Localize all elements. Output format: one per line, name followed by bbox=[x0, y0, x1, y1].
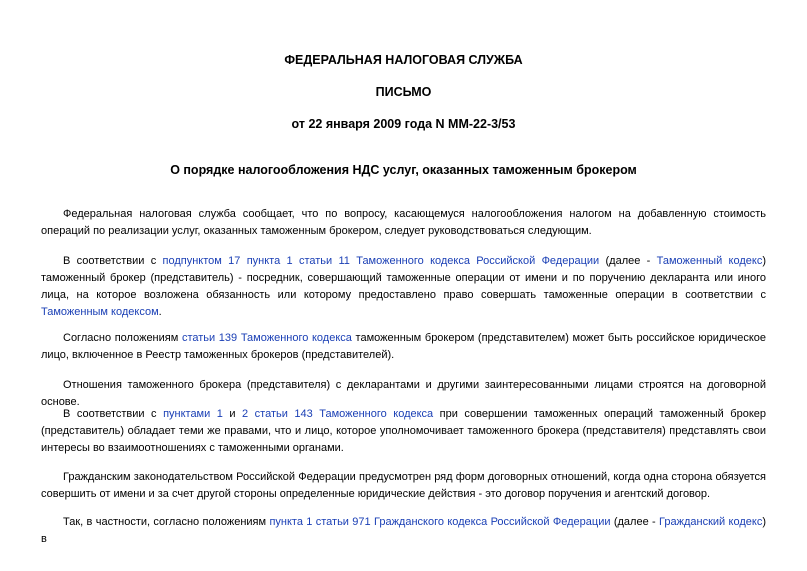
document-date-number: от 22 января 2009 года N ММ-22-3/53 bbox=[291, 117, 516, 131]
paragraph-7 bbox=[41, 514, 766, 548]
paragraph-3 bbox=[41, 330, 766, 364]
paragraph-2-text-b: (далее - bbox=[599, 255, 657, 267]
link-customs-code-article-143[interactable]: 2 статьи 143 Таможенного кодекса bbox=[242, 408, 434, 420]
link-customs-code-article-11[interactable]: подпунктом 17 пункта 1 статьи 11 Таможенного кодекса Российской Федерации bbox=[162, 255, 600, 267]
paragraph-6-text: Гражданским законодательством Российской Федерации предусмотрен ряд форм договорных отношений, когда одна сторона обязуется совершить от имени и за счет другой стороны определенные юридические действия - это договор поручения и агентский договор. bbox=[41, 471, 766, 500]
paragraph-5-text-b: и bbox=[222, 408, 243, 420]
link-customs-code[interactable]: Таможенный кодекс bbox=[656, 255, 763, 267]
paragraph-1 bbox=[41, 206, 766, 240]
paragraph-4-text: Отношения таможенного брокера (представителя) с декларантами и другими заинтересованными лицами строятся на договорной основе. bbox=[41, 379, 766, 408]
link-customs-code-2[interactable]: Таможенным кодексом bbox=[41, 306, 159, 318]
paragraph-5-text-a: В соответствии с bbox=[63, 408, 164, 420]
paragraph-7-text-c: ) в bbox=[41, 516, 766, 545]
document-type: ПИСЬМО bbox=[375, 85, 432, 99]
paragraph-5 bbox=[41, 406, 766, 457]
link-civil-code-article-971[interactable]: пункта 1 статьи 971 Гражданского кодекса Российской Федерации bbox=[269, 516, 611, 528]
paragraph-7-text-a: Так, в частности, согласно положениям bbox=[63, 516, 270, 528]
agency-title: ФЕДЕРАЛЬНАЯ НАЛОГОВАЯ СЛУЖБА bbox=[284, 53, 523, 67]
paragraph-3-text-a: Согласно положениям bbox=[63, 332, 182, 344]
paragraph-6 bbox=[41, 469, 766, 503]
paragraph-2-text-d: . bbox=[158, 306, 162, 318]
paragraph-2 bbox=[41, 253, 766, 321]
paragraph-1-text: Федеральная налоговая служба сообщает, что по вопросу, касающемуся налогообложения налогом на добавленную стоимость операций по реализации услуг, оказанных таможенным брокером, следует руководствоваться следующим. bbox=[41, 208, 766, 237]
paragraph-2-text-a: В соответствии с bbox=[63, 255, 163, 267]
paragraph-3-text-b: таможенным брокером (представителем) может быть российское юридическое лицо, включенное в Реестр таможенных брокеров (представителей). bbox=[41, 332, 766, 361]
link-customs-code-article-139[interactable]: статьи 139 Таможенного кодекса bbox=[181, 332, 352, 344]
paragraph-2-text-c: ) таможенный брокер (представитель) - посредник, совершающий таможенные операции от имени и по поручению декларанта или иного лица, на которое возложена обязанность или которому предоставлено право совершать таможенные операции в соответствии с bbox=[41, 255, 767, 301]
paragraph-5-text-c: при совершении таможенных операций таможенный брокер (представитель) обладает теми же правами, что и лицо, которое уполномочивает таможенного брокера (представителя) представлять свои интересы во взаимоотношениях с таможенными органами. bbox=[41, 408, 766, 454]
link-items-1[interactable]: пунктами 1 bbox=[163, 408, 223, 420]
link-civil-code[interactable]: Гражданский кодекс bbox=[659, 516, 763, 528]
paragraph-7-text-b: (далее - bbox=[610, 516, 660, 528]
document-subject: О порядке налогообложения НДС услуг, оказанных таможенным брокером bbox=[170, 163, 637, 177]
